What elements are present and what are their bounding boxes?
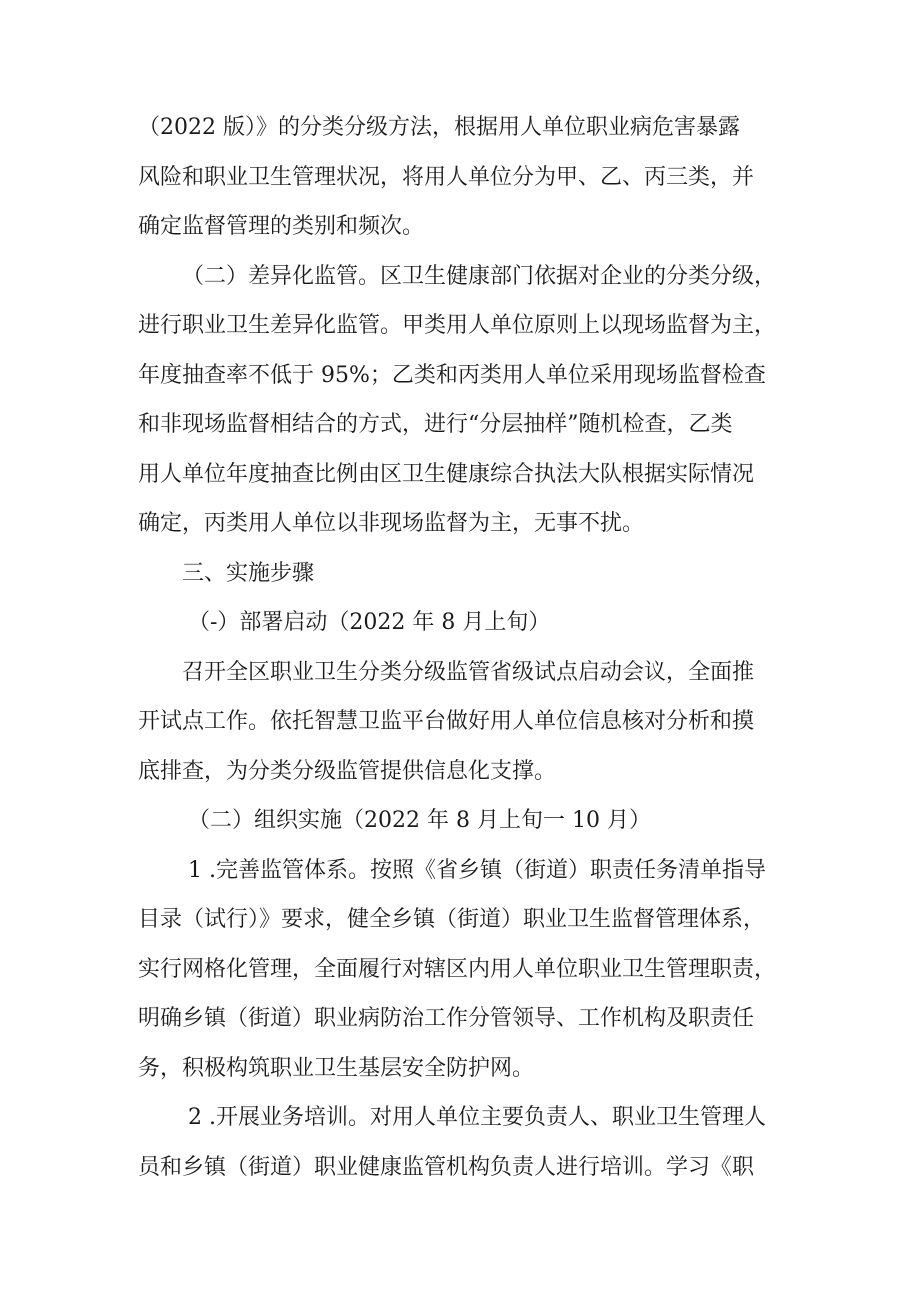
text-line: 进行职业卫生差异化监管。甲类用人单位原则上以现场监督为主，: [138, 313, 777, 338]
subheading-organize-implementation: [138, 796, 810, 846]
subheading-deployment-launch: [138, 598, 810, 648]
text-line: 和非现场监督相结合的方式，进行“分层抽样”随机检查，乙类: [138, 412, 733, 437]
heading-line: 三、实施步骤: [182, 560, 315, 586]
text-line: 实行网格化管理，全面履行对辖区内用人单位职业卫生管理职责，: [138, 956, 777, 982]
paragraph-launch-meeting: [138, 648, 810, 797]
text-line: 1 .完善监管体系。按照《省乡镇（街道）职责任务清单指导: [188, 857, 766, 883]
text-line: 务，积极构筑职业卫生基层安全防护网。: [138, 1055, 535, 1081]
text-line: 2 .开展业务培训。对用人单位主要负责人、职业卫生管理人: [188, 1105, 766, 1130]
text-line: 召开全区职业卫生分类分级监管省级试点启动会议，全面推: [182, 659, 755, 685]
text-line: 底排查，为分类分级监管提供信息化支撑。: [138, 758, 557, 784]
text-line: 确定监督管理的类别和频次。: [138, 214, 425, 239]
text-line: 确定，丙类用人单位以非现场监督为主，无事不扰。: [138, 511, 645, 536]
text-line: 员和乡镇（街道）职业健康监管机构负责人进行培训。学习《职: [138, 1154, 755, 1180]
heading-line: （-）部署启动（2022 年 8 月上旬）: [188, 610, 551, 635]
paragraph-classification-method: [138, 103, 810, 252]
document-body: [138, 103, 810, 1192]
paragraph-improve-supervision-system: [138, 846, 810, 1094]
text-line: 明确乡镇（街道）职业病防治工作分管领导、工作机构及职责任: [138, 1006, 755, 1031]
section-heading-implementation-steps: [138, 549, 810, 599]
paragraph-business-training: [138, 1093, 810, 1192]
text-line: 年度抽查率不低于 95%；乙类和丙类用人单位采用现场监督检查: [138, 362, 766, 388]
text-line: 风险和职业卫生管理状况，将用人单位分为甲、乙、丙三类，并: [138, 164, 755, 190]
text-line: 用人单位年度抽查比例由区卫生健康综合执法大队根据实际情况: [138, 461, 755, 487]
heading-line: （二）组织实施（2022 年 8 月上旬一 10 月）: [188, 808, 651, 833]
text-line: 开试点工作。依托智慧卫监平台做好用人单位信息核对分析和摸: [138, 709, 755, 734]
text-line: （2022 版）》的分类分级方法，根据用人单位职业病危害暴露: [138, 115, 740, 140]
text-line: 目录（试行）》要求，健全乡镇（街道）职业卫生监督管理体系，: [138, 907, 766, 932]
paragraph-differentiated-supervision: [138, 252, 810, 549]
text-line: （二）差异化监管。区卫生健康部门依据对企业的分类分级，: [182, 263, 777, 289]
